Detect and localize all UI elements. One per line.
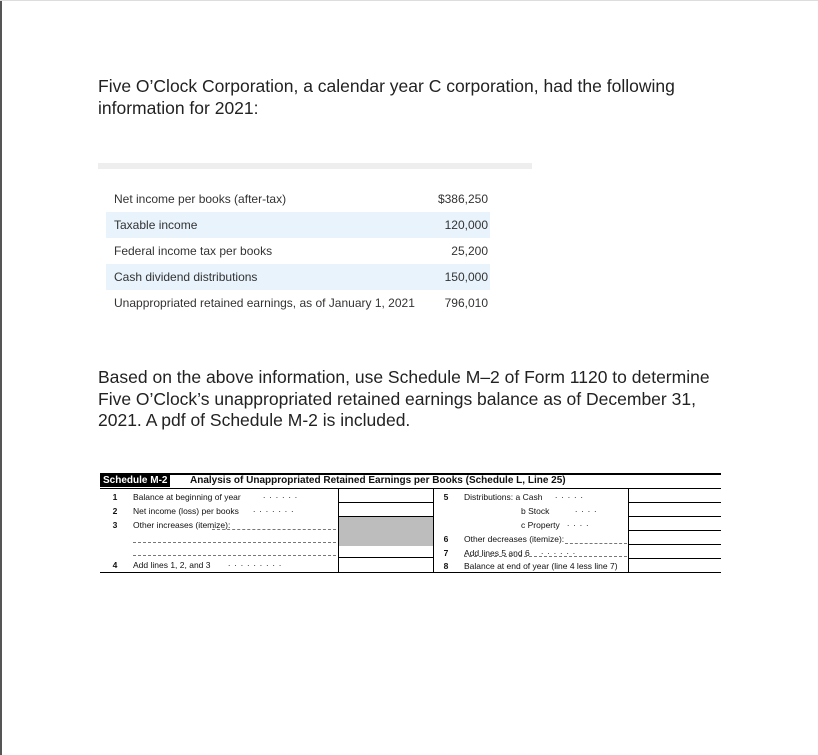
line-label: Balance at end of year (line 4 less line 7) bbox=[464, 561, 618, 571]
line-label: Distributions: a Cash bbox=[464, 492, 543, 502]
table-row bbox=[106, 264, 490, 290]
row-label: Cash dividend distributions bbox=[114, 270, 258, 284]
leader-dots: ...... bbox=[263, 490, 302, 500]
line-label: Net income (loss) per books bbox=[133, 506, 239, 516]
row-value: $386,250 bbox=[437, 192, 488, 206]
row-label: Federal income tax per books bbox=[114, 244, 273, 258]
form-bottom-rule bbox=[100, 572, 721, 573]
leader-dots: ..... bbox=[555, 490, 587, 500]
amount-rule bbox=[338, 557, 433, 558]
itemize-line bbox=[212, 529, 336, 530]
line-label: Add lines 5 and 6 bbox=[464, 548, 530, 558]
line-number: 6 bbox=[443, 534, 449, 544]
table-header-bar bbox=[98, 163, 532, 169]
line-label: c Property bbox=[521, 520, 560, 530]
row-label: Taxable income bbox=[114, 218, 198, 232]
leader-dots: ...... bbox=[541, 546, 580, 556]
row-value: 25,200 bbox=[451, 244, 488, 258]
amount-rule bbox=[628, 544, 721, 545]
line-label: Other increases (itemize): bbox=[133, 520, 231, 530]
financial-info-table bbox=[98, 163, 532, 316]
line-number: 8 bbox=[443, 561, 449, 571]
table-row bbox=[106, 212, 490, 238]
line-number: 1 bbox=[112, 492, 118, 502]
line-number: 3 bbox=[112, 520, 118, 530]
amount-rule bbox=[628, 558, 721, 559]
line-number: 7 bbox=[443, 548, 449, 558]
amount-rule bbox=[628, 530, 721, 531]
schedule-title: Analysis of Unappropriated Retained Earnings per Books (Schedule L, Line 25) bbox=[190, 475, 566, 486]
row-value: 150,000 bbox=[444, 270, 488, 284]
itemize-line bbox=[565, 543, 627, 544]
line-number: 2 bbox=[112, 506, 118, 516]
intro-paragraph: Five O’Clock Corporation, a calendar year C corporation, had the following information for 2021: bbox=[98, 76, 675, 118]
leader-dots: .... bbox=[567, 518, 593, 528]
leader-dots: ......... bbox=[228, 558, 286, 568]
line-number: 5 bbox=[443, 492, 449, 502]
page-left-border bbox=[0, 0, 2, 755]
itemize-line bbox=[133, 542, 336, 543]
line-number: 4 bbox=[112, 560, 118, 570]
leader-dots: .... bbox=[575, 504, 601, 514]
row-label: Net income per books (after-tax) bbox=[114, 192, 287, 206]
itemize-line bbox=[133, 555, 336, 556]
amount-rule bbox=[628, 502, 721, 503]
line-label: Balance at beginning of year bbox=[133, 492, 241, 502]
leader-dots: ....... bbox=[253, 504, 298, 514]
line-label: b Stock bbox=[521, 506, 550, 516]
table-row bbox=[106, 290, 490, 316]
table-row bbox=[106, 238, 490, 264]
shaded-cell bbox=[339, 517, 433, 546]
schedule-tag: Schedule M-2 bbox=[100, 474, 170, 487]
amount-rule bbox=[628, 516, 721, 517]
column-divider bbox=[433, 488, 434, 572]
row-value: 120,000 bbox=[444, 218, 488, 232]
line-label: Other decreases (itemize): bbox=[464, 534, 565, 544]
row-label: Unappropriated retained earnings, as of January 1, 2021 bbox=[114, 296, 415, 310]
amount-rule bbox=[338, 502, 433, 503]
question-paragraph: Based on the above information, use Schedule M–2 of Form 1120 to determine Five O’Clock’s unappropriated retained earnings balance as of December 31, 2021. A pdf of Schedule M-2 is included. bbox=[98, 367, 710, 430]
table-row bbox=[106, 186, 490, 212]
row-value: 796,010 bbox=[444, 296, 488, 310]
schedule-m2-form bbox=[100, 473, 721, 573]
line-label: Add lines 1, 2, and 3 bbox=[133, 560, 211, 570]
page-top-border bbox=[0, 0, 818, 1]
